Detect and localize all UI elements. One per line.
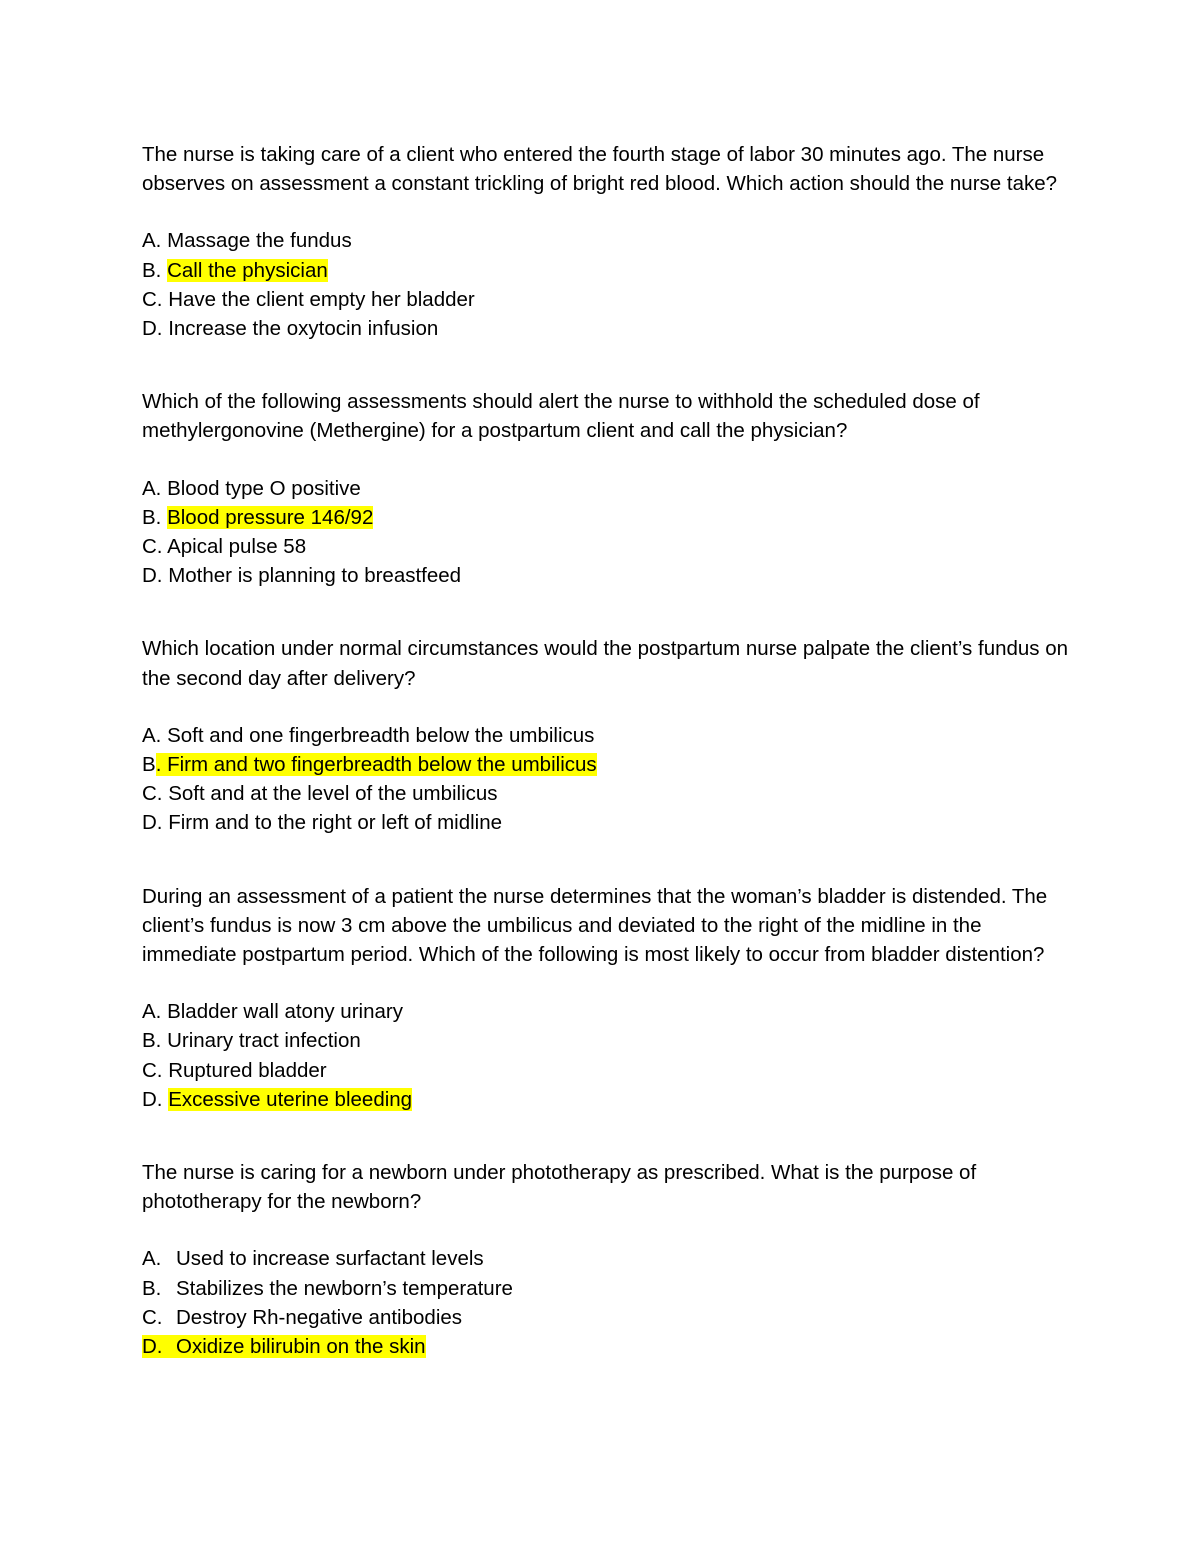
option-text: Soft and at the level of the umbilicus xyxy=(168,782,498,806)
option-letter: B. xyxy=(142,1276,162,1300)
option-text: Urinary tract infection xyxy=(167,1029,361,1053)
answer-options xyxy=(142,721,1072,838)
highlighted-answer-text: Oxidize bilirubin on the skin xyxy=(176,1335,426,1359)
option-letter: D. xyxy=(142,1087,169,1111)
answer-options xyxy=(142,474,1072,591)
option-letter: A. xyxy=(142,1247,162,1271)
option-text: Increase the oxytocin infusion xyxy=(168,317,439,341)
question-2 xyxy=(142,387,1072,590)
option-letter: D. xyxy=(142,811,169,835)
question-5 xyxy=(142,1158,1072,1361)
answer-options xyxy=(142,226,1072,343)
question-4 xyxy=(142,882,1072,1114)
option-letter: C. xyxy=(142,782,169,806)
question-stem: The nurse is caring for a newborn under phototherapy as prescribed. What is the purpose of phototherapy for the newborn? xyxy=(142,1161,977,1214)
option-letter: A. xyxy=(142,476,168,500)
answer-option-b-correct xyxy=(142,503,1072,532)
highlighted-answer-text: Excessive uterine bleeding xyxy=(168,1087,413,1111)
answer-option-c xyxy=(142,532,1072,561)
highlighted-answer-line xyxy=(142,1335,426,1358)
option-text: Destroy Rh-negative antibodies xyxy=(176,1305,463,1329)
answer-option-d-correct xyxy=(142,1085,1072,1114)
highlighted-answer-text: Blood pressure 146/92 xyxy=(167,505,374,529)
answer-options xyxy=(142,1244,1072,1361)
option-letter: C. xyxy=(142,1058,169,1082)
answer-option-b-correct xyxy=(142,256,1072,285)
option-letter: C. xyxy=(142,535,168,559)
option-letter: B. xyxy=(142,258,168,282)
answer-option-c xyxy=(142,779,1072,808)
answer-option-a xyxy=(142,474,1072,503)
answer-option-d xyxy=(142,808,1072,837)
option-letter: A. xyxy=(142,1000,168,1024)
answer-option-c xyxy=(142,1056,1072,1085)
document-page xyxy=(142,140,1072,1405)
option-letter: C. xyxy=(142,287,169,311)
option-letter: B. xyxy=(142,505,168,529)
answer-option-d-correct xyxy=(142,1332,1072,1361)
answer-option-b xyxy=(142,1026,1072,1055)
answer-option-b xyxy=(142,1274,1072,1303)
option-text: Have the client empty her bladder xyxy=(168,287,475,311)
option-letter: B xyxy=(142,753,156,777)
question-1 xyxy=(142,140,1072,343)
answer-option-d xyxy=(142,561,1072,590)
answer-option-a xyxy=(142,721,1072,750)
option-text: Bladder wall atony urinary xyxy=(167,1000,403,1024)
answer-option-b-correct xyxy=(142,750,1072,779)
answer-options xyxy=(142,997,1072,1114)
answer-option-d xyxy=(142,314,1072,343)
option-text: Ruptured bladder xyxy=(168,1058,327,1082)
question-stem: During an assessment of a patient the nurse determines that the woman’s bladder is distended. The client’s fundus is now 3 cm above the umbilicus and deviated to the right of the midline in the immediate postpartum period. Which of the following is most likely to occur from bladder distention? xyxy=(142,884,1048,967)
option-letter: A. xyxy=(142,723,168,747)
question-stem: Which of the following assessments should alert the nurse to withhold the scheduled dose of methylergonovine (Methergine) for a postpartum client and call the physician? xyxy=(142,390,980,443)
option-text: Firm and to the right or left of midline xyxy=(168,811,503,835)
option-text: Soft and one fingerbreadth below the umbilicus xyxy=(167,723,595,747)
option-letter: B. xyxy=(142,1029,168,1053)
option-text: Used to increase surfactant levels xyxy=(176,1247,484,1271)
answer-option-a xyxy=(142,1244,1072,1273)
option-letter: D. xyxy=(142,317,169,341)
option-text: Blood type O positive xyxy=(167,476,361,500)
option-letter: D. xyxy=(142,564,169,588)
option-letter: A. xyxy=(142,229,168,253)
question-stem: Which location under normal circumstances would the postpartum nurse palpate the client’s fundus on the second day after delivery? xyxy=(142,637,1069,690)
answer-option-a xyxy=(142,226,1072,255)
question-3 xyxy=(142,634,1072,837)
option-letter: D. xyxy=(142,1335,163,1359)
answer-option-a xyxy=(142,997,1072,1026)
highlighted-answer-text: Call the physician xyxy=(167,258,328,282)
option-text: Mother is planning to breastfeed xyxy=(168,564,462,588)
option-letter: C. xyxy=(142,1305,163,1329)
option-text: Stabilizes the newborn’s temperature xyxy=(176,1276,513,1300)
option-text: Massage the fundus xyxy=(167,229,352,253)
question-stem: The nurse is taking care of a client who entered the fourth stage of labor 30 minutes ago. The nurse observes on assessment a constant trickling of bright red blood. Which action should the nurse take? xyxy=(142,143,1058,196)
option-text: Apical pulse 58 xyxy=(167,535,307,559)
highlighted-answer-text: . Firm and two fingerbreadth below the umbilicus xyxy=(155,753,597,777)
answer-option-c xyxy=(142,1303,1072,1332)
answer-option-c xyxy=(142,285,1072,314)
